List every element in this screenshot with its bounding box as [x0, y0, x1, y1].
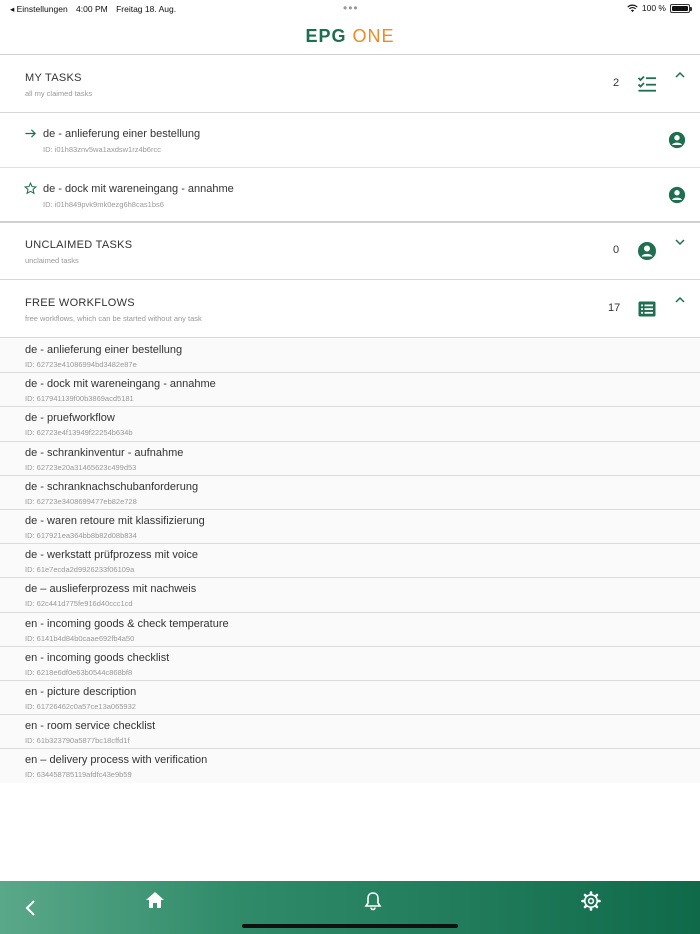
task-name: de - dock mit wareneingang - annahme [43, 183, 234, 195]
workflow-row[interactable] [0, 510, 700, 544]
arrow-right-icon [24, 127, 37, 140]
workflow-id: ID: 61726462c0a57ce13a065932 [25, 701, 136, 711]
workflow-row[interactable] [0, 613, 700, 647]
workflow-row[interactable] [0, 442, 700, 476]
workflow-id: ID: 617921ea364bb8b82d08b834 [25, 530, 137, 540]
status-time: 4:00 PM [76, 4, 108, 14]
workflow-name: de – auslieferprozess mit nachweis [25, 583, 197, 596]
workflow-name: de - anlieferung einer bestellung [25, 344, 183, 356]
workflow-name: de - werkstatt prüfprozess mit voice [25, 549, 199, 562]
checklist-icon [637, 74, 657, 94]
workflow-name: en - incoming goods & check temperature [25, 617, 229, 630]
app-logo: EPG ONE [305, 26, 395, 46]
workflow-row[interactable] [0, 715, 700, 749]
unclaimed-tasks-count: 0 [613, 244, 620, 256]
workflow-id: ID: 62723e3408699477eb82e728 [25, 496, 137, 506]
workflow-name: en – delivery process with verification [25, 754, 208, 767]
unclaimed-tasks-header[interactable] [0, 223, 700, 280]
my-tasks-header[interactable] [0, 56, 700, 113]
free-workflows-section [0, 281, 700, 338]
chevron-up-icon[interactable] [674, 295, 686, 305]
workflow-id: ID: 6141b4d84b0caae692fb4a50 [25, 633, 135, 643]
section-subtitle: unclaimed tasks [25, 256, 79, 265]
workflow-name: en - picture description [25, 685, 137, 698]
my-tasks-section [0, 56, 700, 223]
workflow-id: ID: 617941139f00b3869acd5181 [25, 394, 134, 404]
back-to-app[interactable]: ◂ Einstellungen [10, 4, 68, 14]
home-indicator[interactable] [242, 924, 458, 928]
free-workflows-count: 17 [608, 302, 621, 314]
workflow-name: de - waren retoure mit klassifizierung [25, 514, 205, 527]
gear-icon[interactable] [580, 890, 602, 912]
app-header [0, 18, 700, 55]
user-icon[interactable] [668, 186, 686, 204]
workflow-name: de - schranknachschubanforderung [25, 480, 199, 493]
workflow-row[interactable] [0, 681, 700, 715]
workflow-id: ID: 62723e41086994bd3482e87e [25, 360, 137, 369]
home-icon[interactable] [144, 889, 166, 911]
workflow-row[interactable] [0, 476, 700, 510]
workflow-id: ID: 634458785119afdfc43e9b59 [25, 770, 132, 780]
section-title: FREE WORKFLOWS [25, 297, 135, 309]
workflow-row[interactable] [0, 373, 700, 407]
workflow-name: en - incoming goods checklist [25, 651, 170, 664]
chevron-up-icon[interactable] [674, 70, 686, 80]
section-subtitle: all my claimed tasks [25, 89, 93, 98]
task-name: de - anlieferung einer bestellung [43, 128, 201, 140]
workflow-row[interactable] [0, 749, 700, 783]
user-icon [637, 241, 657, 261]
workflow-row[interactable] [0, 647, 700, 681]
workflow-row[interactable] [0, 544, 700, 578]
unclaimed-tasks-section [0, 223, 700, 280]
my-tasks-count: 2 [613, 77, 620, 89]
workflow-row[interactable] [0, 578, 700, 612]
workflow-row[interactable] [0, 407, 700, 441]
workflow-id: ID: 62723e20a31465623c499d53 [25, 462, 137, 472]
workflow-id: ID: 61e7ecda2d9926233f06109a [25, 565, 135, 575]
workflow-id: ID: 62c441d775fe916d40ccc1cd [25, 599, 133, 609]
workflow-name: de - schrankinventur - aufnahme [25, 446, 184, 459]
task-row[interactable] [0, 168, 700, 223]
workflow-name: de - dock mit wareneingang - annahme [25, 378, 216, 391]
task-id: ID: i01h83znv5wa1axdsw1rz4b6rcc [43, 145, 161, 154]
wifi-icon [627, 4, 638, 13]
status-date: Freitag 18. Aug. [116, 4, 177, 14]
status-bar [0, 0, 700, 18]
workflow-id: ID: 62723e4f13949f22254b634b [25, 428, 133, 438]
workflow-list [0, 339, 700, 783]
list-icon [637, 299, 657, 319]
section-title: UNCLAIMED TASKS [25, 239, 133, 251]
battery-icon [670, 4, 690, 13]
back-icon[interactable] [20, 897, 42, 919]
free-workflows-header[interactable] [0, 281, 700, 338]
workflow-id: ID: 6218e6df0e63b0544c868bf8 [25, 667, 133, 677]
user-icon[interactable] [668, 131, 686, 149]
battery-percent: 100 % [641, 3, 666, 13]
star-icon [24, 182, 37, 195]
workflow-name: de - pruefworkflow [25, 412, 115, 425]
bell-icon[interactable] [362, 890, 384, 912]
task-id: ID: i01h849pvk9mk0ezg6h8cas1bs6 [43, 200, 164, 209]
workflow-row[interactable] [0, 339, 700, 373]
task-row[interactable] [0, 113, 700, 168]
multitask-dots-icon[interactable]: ••• [343, 1, 359, 15]
workflow-id: ID: 61b323790a5877bc18cffd1f [25, 736, 130, 746]
chevron-down-icon[interactable] [674, 237, 686, 247]
section-subtitle: free workflows, which can be started without any task [25, 314, 202, 323]
workflow-name: en - room service checklist [25, 720, 156, 733]
section-title: MY TASKS [25, 72, 82, 84]
